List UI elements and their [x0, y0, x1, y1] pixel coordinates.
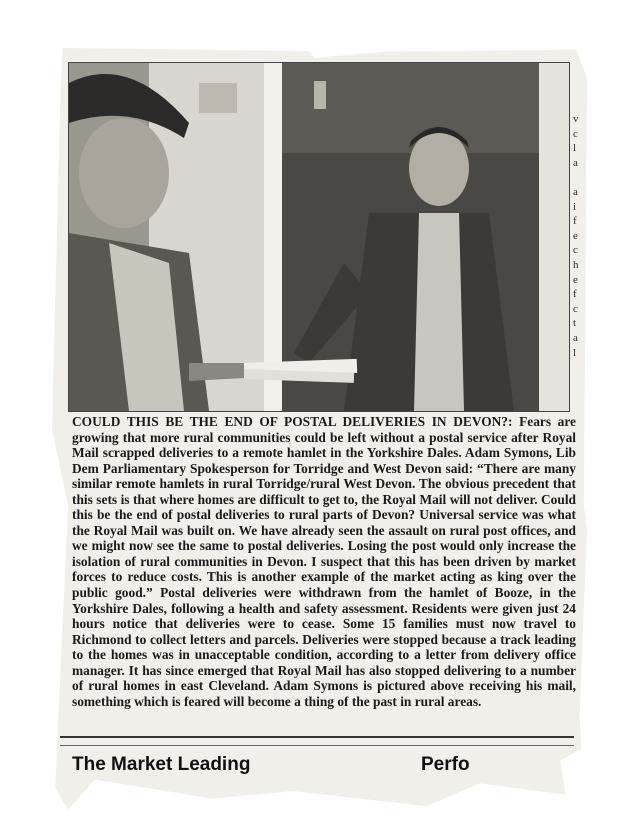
cut-column-char: l [573, 142, 577, 155]
next-article-headline: The Market Leading [72, 754, 251, 775]
cut-column-char: v [573, 113, 579, 125]
cut-column-char: a [573, 185, 578, 198]
divider-thin [60, 745, 574, 746]
cut-column-char: c [573, 127, 578, 140]
article-photo [68, 62, 570, 412]
photo-illustration [69, 63, 569, 411]
cut-column-char: f [573, 288, 577, 301]
divider [60, 736, 574, 738]
cut-column-char: c [573, 302, 578, 315]
cut-column-char: l [573, 346, 577, 359]
cut-column-char: a [573, 331, 578, 344]
cut-column-char: h [573, 258, 579, 271]
cut-column-char: e [573, 229, 578, 242]
article-caption: COULD THIS BE THE END OF POSTAL DELIVERIES IN DEVON?: Fears are growing that more rural communities could be left without a postal service after Royal Mail scrapped deliveries to a remote hamlet in the Yorkshire Dales. Adam Symons, Lib Dem Parliamentary Spokesperson for Torridge and West Devon said: “There are many similar remote hamlets in rural Torridge/rural West Devon. The obvious precedent that this sets is that where homes are difficult to get to, the Royal Mail will not deliver. Could this be the end of postal deliveries to rural parts of Devon? Universal service was what the Royal Mail was built on. We have already seen the assault on rural post offices, and we might now see the same to postal deliveries. Losing the post would only increase the isolation of rural communities in Devon. I suspect that this has been driven by market forces to reduce costs. This is another example of the market acting as king over the public good.” Postal deliveries were withdrawn from the hamlet of Booze, in the Yorkshire Dales, following a health and safety assessment. Residents were given just 24 hours notice that deliveries were to cease. Some 15 families must now travel to Richmond to collect letters and parcels. Deliveries were stopped because a track leading to the homes was in unacceptable condition, according to a letter from delivery office manager. It has since emerged that Royal Mail has also stopped delivering to a number of rural homes in east Cleveland. Adam Symons is pictured above receiving his mail, something which is feared will become a thing of the past in rural areas. [72, 414, 576, 709]
cut-column-char: f [573, 215, 577, 228]
cut-column-char: i [573, 200, 577, 213]
next-article-right-fragment: Perfo [421, 754, 470, 775]
cut-column-char: t [573, 317, 577, 330]
cut-column-char: e [573, 273, 578, 286]
cut-column-char: c [573, 244, 578, 257]
cut-column-char: a [573, 156, 578, 169]
lamp-icon [314, 81, 326, 109]
